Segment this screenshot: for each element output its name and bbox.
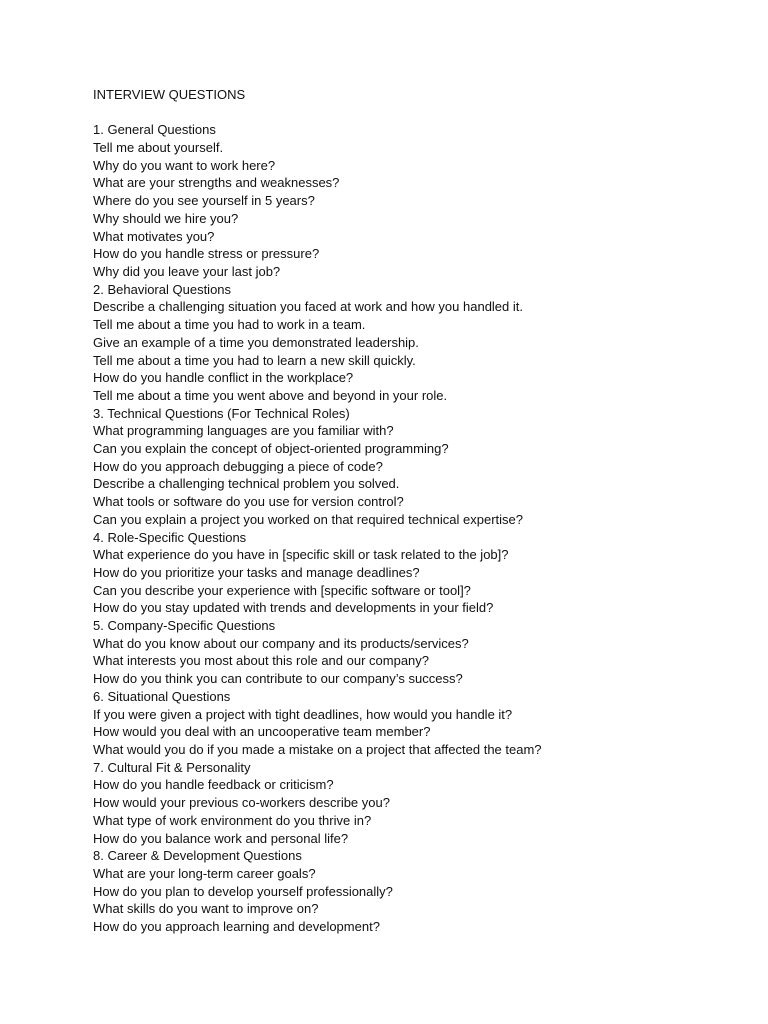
- question-item: Can you explain a project you worked on that required technical expertise?: [93, 511, 523, 527]
- question-section: [93, 529, 733, 618]
- question-item: How do you approach learning and development?: [93, 919, 380, 935]
- question-list: [93, 298, 733, 404]
- question-item: How do you handle feedback or criticism?: [93, 777, 334, 793]
- question-section: [93, 759, 733, 848]
- document-title: INTERVIEW QUESTIONS: [93, 87, 246, 102]
- question-item: Tell me about a time you had to learn a new skill quickly.: [93, 352, 416, 368]
- question-item: What skills do you want to improve on?: [93, 901, 319, 917]
- question-item: How do you balance work and personal life?: [93, 830, 349, 846]
- question-item: What type of work environment do you thrive in?: [93, 812, 372, 828]
- question-item: Can you describe your experience with [specific software or tool]?: [93, 582, 471, 598]
- question-item: What motivates you?: [93, 228, 215, 244]
- section-heading: 8. Career & Development Questions: [93, 848, 302, 864]
- question-item: How do you handle conflict in the workplace?: [93, 370, 354, 386]
- section-heading: 1. General Questions: [93, 122, 216, 138]
- title-spacer: [93, 104, 733, 122]
- question-section: [93, 121, 733, 280]
- question-item: How do you plan to develop yourself professionally?: [93, 883, 393, 899]
- question-item: Tell me about a time you went above and beyond in your role.: [93, 387, 448, 403]
- question-item: Give an example of a time you demonstrated leadership.: [93, 334, 419, 350]
- question-item: What would you do if you made a mistake on a project that affected the team?: [93, 741, 542, 757]
- question-list: [93, 422, 733, 528]
- question-item: What programming languages are you familiar with?: [93, 423, 394, 439]
- question-item: Why did you leave your last job?: [93, 264, 281, 279]
- question-item: How do you prioritize your tasks and manage deadlines?: [93, 564, 420, 580]
- question-item: Tell me about yourself.: [93, 140, 224, 156]
- question-item: What do you know about our company and its products/services?: [93, 635, 469, 651]
- section-heading: 6. Situational Questions: [93, 688, 231, 704]
- section-heading: 5. Company-Specific Questions: [93, 618, 276, 634]
- question-section: [93, 281, 733, 405]
- question-section: [93, 847, 733, 936]
- question-item: How would you deal with an uncooperative team member?: [93, 724, 431, 740]
- question-item: How would your previous co-workers describe you?: [93, 795, 390, 811]
- question-item: What experience do you have in [specific skill or task related to the job]?: [93, 547, 509, 563]
- document-body: [93, 86, 733, 936]
- question-list: [93, 139, 733, 281]
- question-item: Tell me about a time you had to work in a team.: [93, 317, 366, 333]
- question-list: [93, 776, 733, 847]
- question-item: How do you stay updated with trends and developments in your field?: [93, 600, 494, 616]
- question-list: [93, 865, 733, 936]
- question-list: [93, 706, 733, 759]
- question-item: Can you explain the concept of object-oriented programming?: [93, 441, 449, 457]
- question-section: [93, 617, 733, 688]
- question-section: [93, 405, 733, 529]
- question-list: [93, 635, 733, 688]
- question-item: If you were given a project with tight deadlines, how would you handle it?: [93, 706, 513, 722]
- question-item: What tools or software do you use for version control?: [93, 494, 404, 510]
- question-item: What are your long-term career goals?: [93, 865, 316, 881]
- section-heading: 7. Cultural Fit & Personality: [93, 759, 251, 775]
- section-heading: 3. Technical Questions (For Technical Roles): [93, 405, 350, 421]
- question-item: What interests you most about this role and our company?: [93, 653, 430, 669]
- question-item: Why should we hire you?: [93, 210, 239, 226]
- question-item: Describe a challenging situation you faced at work and how you handled it.: [93, 299, 523, 315]
- section-heading: 2. Behavioral Questions: [93, 281, 232, 297]
- sections-container: [93, 121, 733, 935]
- section-heading: 4. Role-Specific Questions: [93, 529, 247, 545]
- question-item: Why do you want to work here?: [93, 157, 276, 173]
- question-section: [93, 688, 733, 759]
- question-item: How do you think you can contribute to our company’s success?: [93, 671, 463, 687]
- question-item: How do you approach debugging a piece of code?: [93, 458, 383, 474]
- question-item: Where do you see yourself in 5 years?: [93, 193, 315, 209]
- question-item: Describe a challenging technical problem you solved.: [93, 476, 400, 492]
- question-list: [93, 546, 733, 617]
- question-item: What are your strengths and weaknesses?: [93, 175, 340, 191]
- question-item: How do you handle stress or pressure?: [93, 246, 320, 262]
